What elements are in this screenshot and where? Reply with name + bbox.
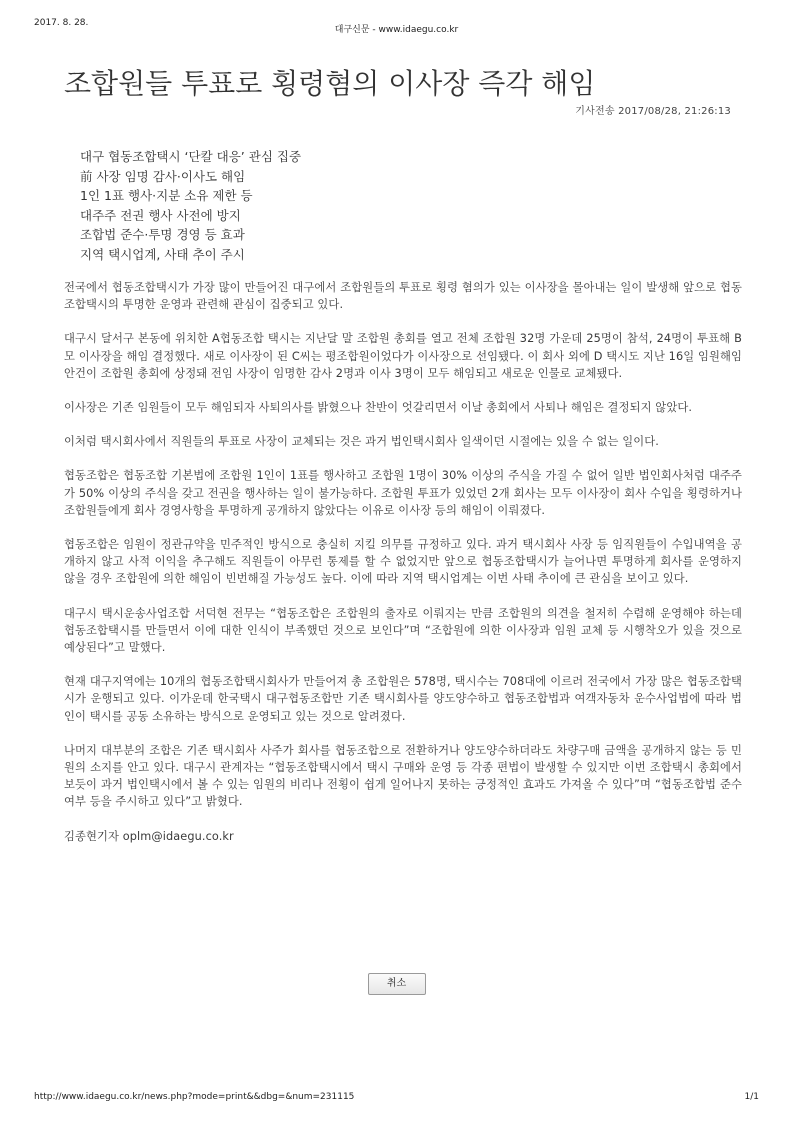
print-url: http://www.idaegu.co.kr/news.php?mode=print&&dbg=&num=231115 bbox=[34, 1092, 355, 1102]
subhead-item: 대구 협동조합택시 ‘단칼 대응’ 관심 집중 bbox=[80, 149, 302, 164]
print-date: 2017. 8. 28. bbox=[34, 18, 89, 28]
article-sent-time: 기사전송 2017/08/28, 21:26:13 bbox=[575, 106, 731, 117]
article-byline: 김종현기자 oplm@idaegu.co.kr bbox=[64, 829, 234, 843]
button-bar bbox=[0, 971, 793, 995]
subhead-item: 1인 1표 행사·지분 소유 제한 등 bbox=[80, 188, 253, 203]
article-paragraph: 대구시 달서구 본동에 위치한 A협동조합 택시는 지난달 말 조합원 총회를 열고 전체 조합원 32명 가운데 25명이 참석, 24명이 투표해 B모 이사장을 해임 결정했다. 새로 이사장이 된 C씨는 평조합원이었다가 이사장으로 선임됐다. 이 회사 외에 D 택시도 지난 16일 임원해임 안건이 조합원 총회에 상정돼 전임 사장이 임명한 감사 2명과 이사 3명이 모두 해임되고 새로운 인물로 교체됐다. bbox=[64, 332, 742, 380]
article-paragraph: 이사장은 기존 임원들이 모두 해임되자 사퇴의사를 밝혔으나 찬반이 엇갈리면서 이날 총회에서 사퇴나 해임은 결정되지 않았다. bbox=[64, 401, 693, 415]
print-footer bbox=[34, 1092, 759, 1106]
print-header bbox=[34, 18, 759, 35]
print-page-title: 대구신문 - www.idaegu.co.kr bbox=[334, 25, 459, 35]
subhead-item: 조합법 준수·투명 경영 등 효과 bbox=[80, 227, 245, 242]
cancel-button[interactable]: 취소 bbox=[368, 973, 426, 995]
article-paragraph: 협동조합은 협동조합 기본법에 조합원 1인이 1표를 행사하고 조합원 1명이 30% 이상의 주식을 가질 수 없어 일반 법인회사처럼 대주주가 50% 이상의 주식을 갖고 전권을 행사하는 일이 불가능하다. 조합원 투표가 있었던 2개 회사는 모두 이사장이 회사 수입을 횡령하거나 조합원들에게 회사 경영사항을 투명하게 공개하지 않았다는 이유로 이사장 등의 해임이 이뤄졌다. bbox=[64, 469, 742, 517]
article-paragraph: 전국에서 협동조합택시가 가장 많이 만들어진 대구에서 조합원들의 투표로 횡령 혐의가 있는 이사장을 몰아내는 일이 발생해 앞으로 협동조합택시의 투명한 운영과 관련해 관심이 집중되고 있다. bbox=[64, 281, 742, 312]
subhead-item: 前 사장 임명 감사·이사도 해임 bbox=[80, 168, 246, 184]
subhead-item: 지역 택시업계, 사태 추이 주시 bbox=[80, 246, 245, 262]
article-headline: 조합원들 투표로 횡령혐의 이사장 즉각 해임 bbox=[64, 67, 596, 100]
print-page-number: 1/1 bbox=[744, 1092, 759, 1102]
article-subheads bbox=[80, 147, 680, 264]
article-paragraph: 협동조합은 임원이 정관규약을 민주적인 방식으로 충실히 지킬 의무를 규정하고 있다. 과거 택시회사 사장 등 임직원들이 수입내역을 공개하지 않고 사적 이익을 추구해도 직원들이 아무런 통제를 할 수 없었지만 앞으로 협동조합택시가 늘어나면 투명하게 회사를 운영하지 않을 경우 조합원에 의한 해임이 빈번해질 가능성도 높다. 이에 따라 지역 택시업계는 이번 사태 추이에 큰 관심을 보이고 있다. bbox=[64, 538, 742, 586]
article-paragraph: 나머지 대부분의 조합은 기존 택시회사 사주가 회사를 협동조합으로 전환하거나 양도양수하더라도 차량구매 금액을 공개하지 않는 등 민원의 소지를 안고 있다. 대구시 관계자는 “협동조합택시에서 택시 구매와 운영 등 각종 편법이 발생할 수 있지만 이번 조합택시 총회에서 보듯이 과거 법인택시에서 볼 수 있는 임원의 비리나 전횡이 쉽게 일어나지 못하는 긍정적인 효과도 가져올 수 있다”며 “협동조합법 준수 여부 등을 주시하고 있다”고 밝혔다. bbox=[64, 743, 742, 809]
article-paragraph: 이처럼 택시회사에서 직원들의 투표로 사장이 교체되는 것은 과거 법인택시회사 일색이던 시절에는 있을 수 없는 일이다. bbox=[64, 435, 659, 449]
article-body bbox=[64, 279, 742, 862]
article-paragraph: 현재 대구지역에는 10개의 협동조합택시회사가 만들어져 총 조합원은 578명, 택시수는 708대에 이르러 전국에서 가장 많은 협동조합택시가 운행되고 있다. 이가운데 한국택시 대구협동조합만 기존 택시회사를 양도양수하고 협동조합법과 여객자동차 운수사업법에 따라 법인이 택시를 공동 소유하는 방식으로 운영되고 있는 것으로 알려졌다. bbox=[64, 675, 742, 723]
subhead-item: 대주주 전권 행사 사전에 방지 bbox=[80, 207, 241, 223]
article-paragraph: 대구시 택시운송사업조합 서덕현 전무는 “협동조합은 조합원의 출자로 이뤄지는 만큼 조합원의 의견을 철저히 수렴해 운영해야 하는데 협동조합택시를 만들면서 이에 대한 인식이 부족했던 것으로 보인다”며 “조합원에 의한 이사장과 임원 교체 등 시행착오가 있을 것으로 예상된다”고 말했다. bbox=[64, 606, 742, 655]
